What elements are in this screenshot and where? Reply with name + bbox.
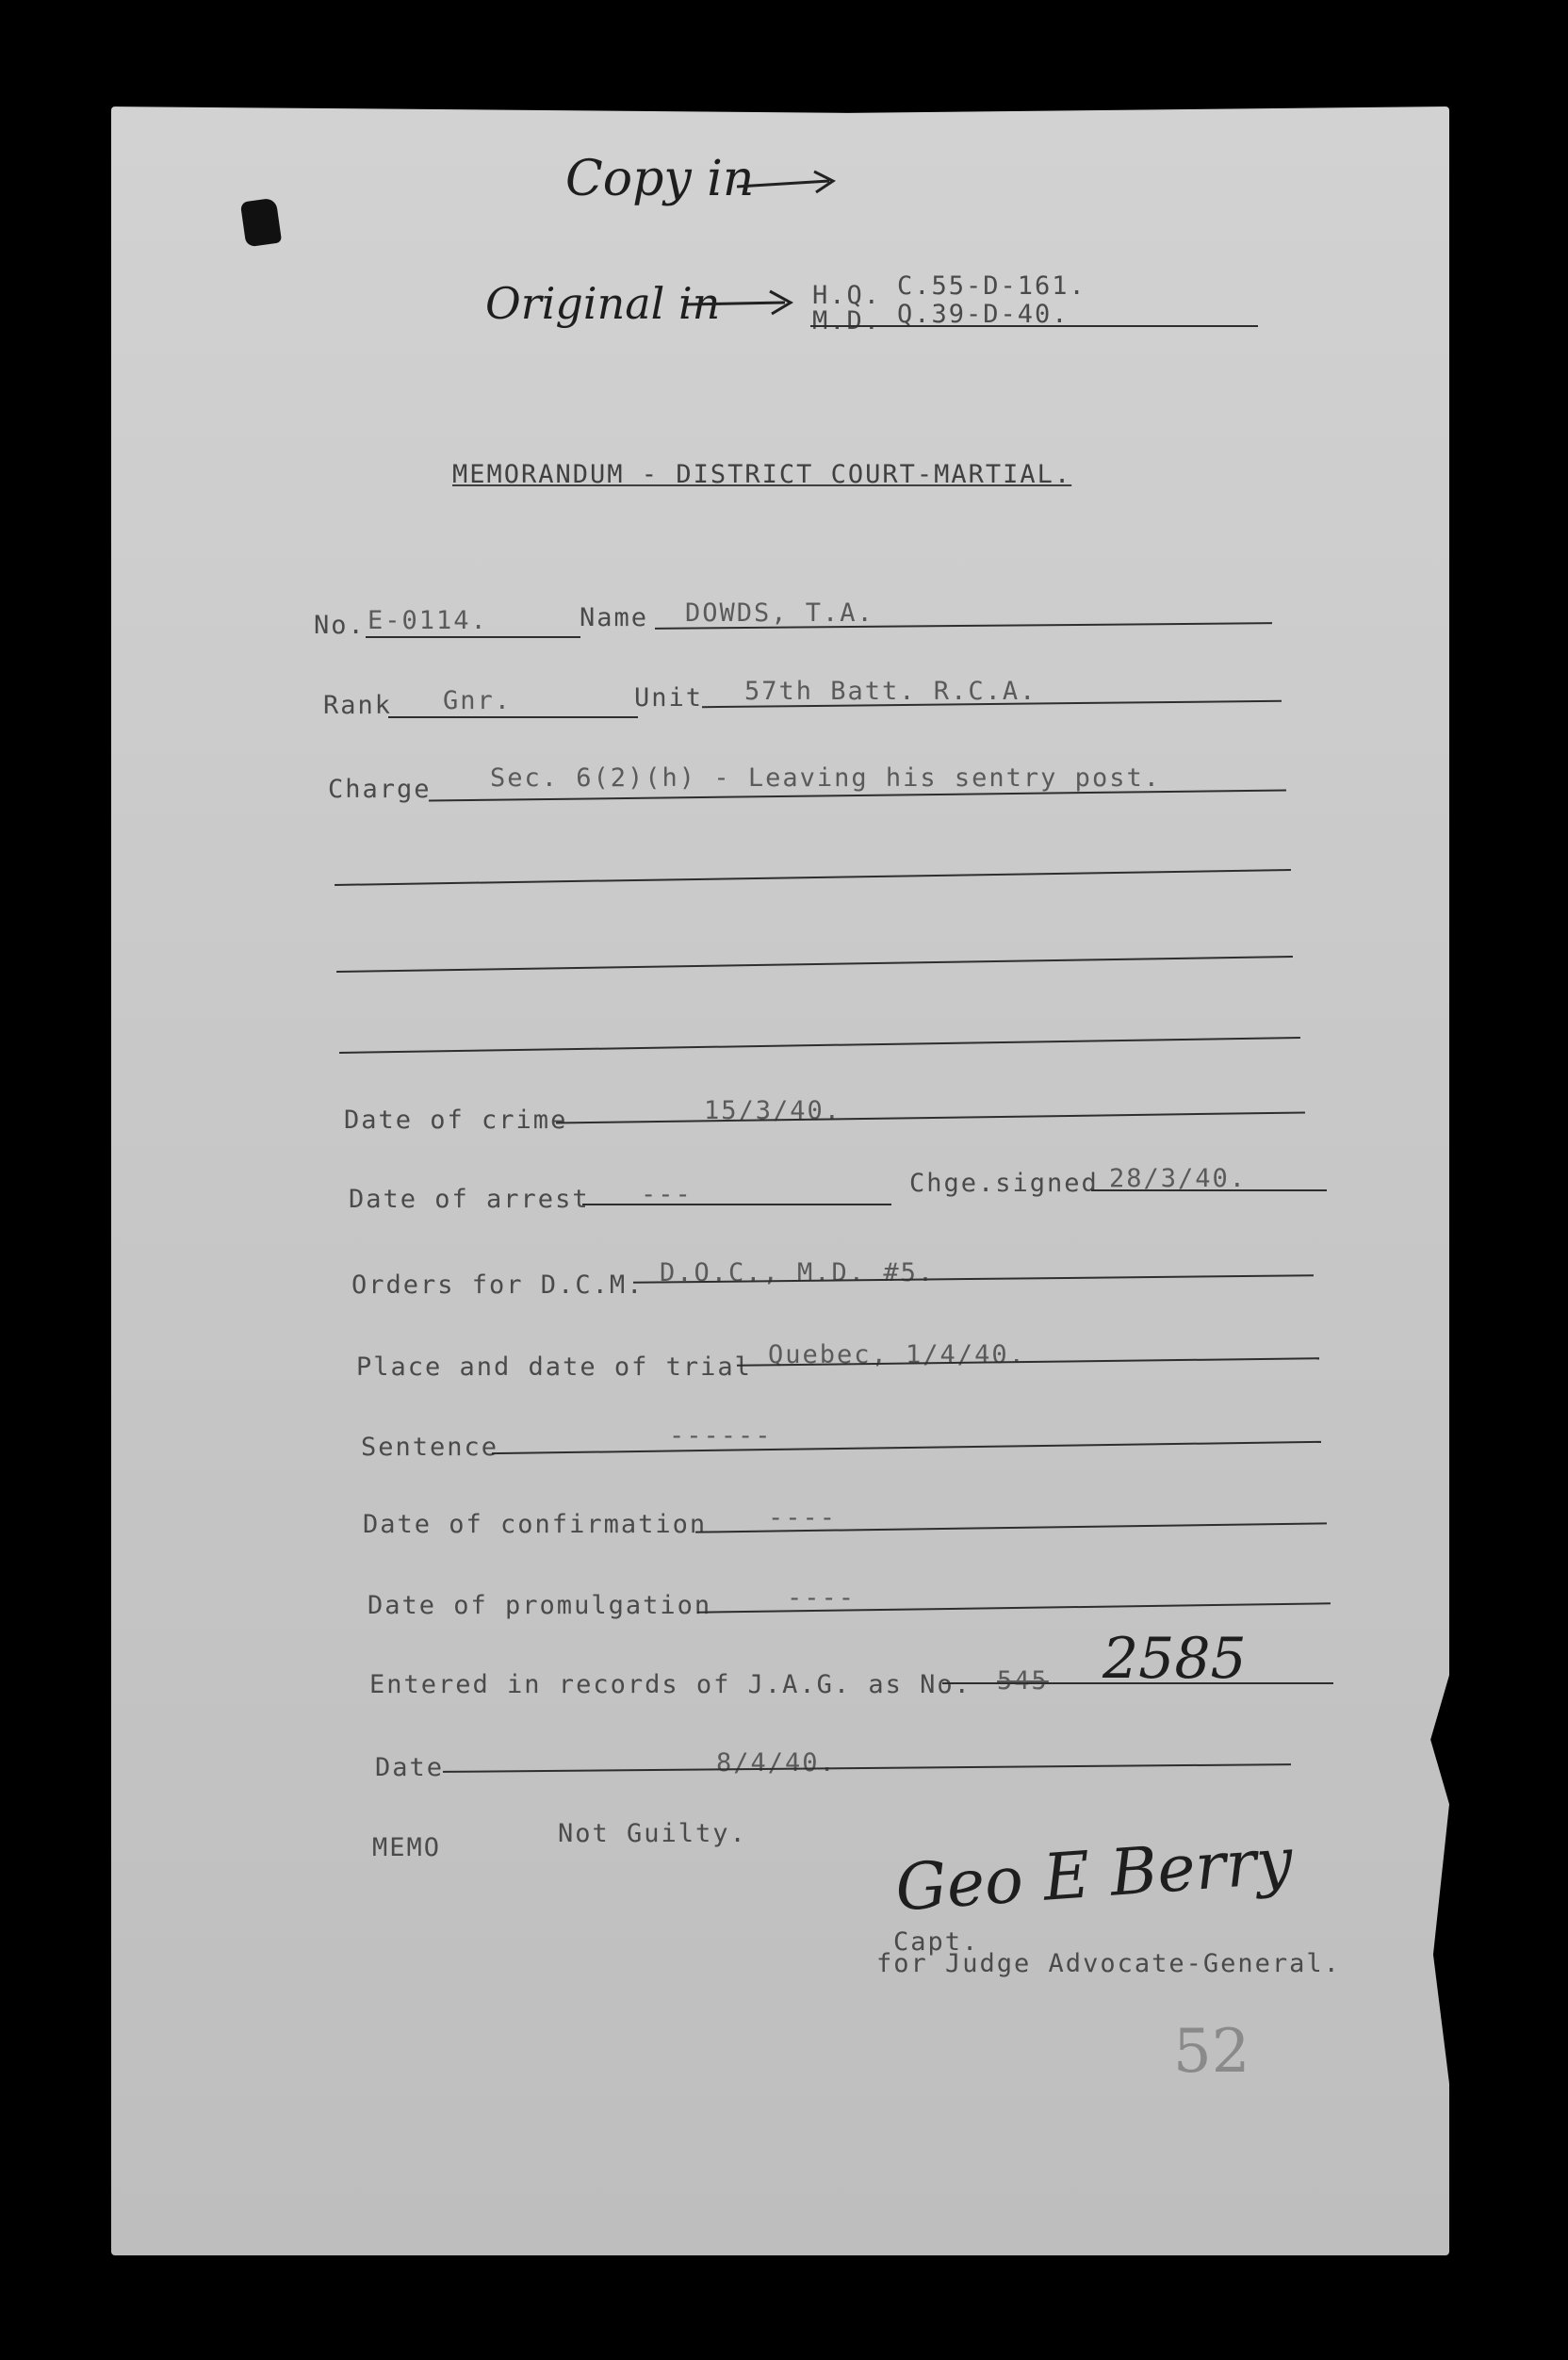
ref-md-label: M.D. [812,306,882,336]
rank-underline [388,716,638,718]
place-value: Quebec, 1/4/40. [768,1340,1026,1369]
unit-label: Unit [634,683,704,713]
place-label: Place and date of trial [356,1352,752,1382]
no-label: No. [314,611,366,640]
page-number: 52 [1173,2017,1250,2087]
memo-label: MEMO [372,1833,442,1862]
entered-value: 2585 [1102,1626,1247,1692]
copy-in-note: Copy in [565,151,755,207]
date-arrest-value: --- [641,1180,693,1209]
date-arrest-label: Date of arrest [349,1185,590,1214]
handwritten-signature: Geo E Berry [892,1824,1296,1926]
date-crime-label: Date of crime [344,1106,568,1135]
date-arrest-underline [582,1204,891,1205]
ref-hq-value: C.55-D-161. [897,271,1086,301]
document-title: MEMORANDUM - DISTRICT COURT-MARTIAL. [452,460,1072,489]
rank-value: Gnr. [443,686,513,715]
sentence-label: Sentence [361,1433,499,1462]
ref-underline [810,325,1258,327]
charge-label: Charge [328,775,432,804]
chge-signed-label: Chge.signed [909,1169,1099,1198]
arrow-right-icon [735,170,839,198]
no-underline [366,636,580,638]
chge-signed-value: 28/3/40. [1109,1164,1248,1193]
promulgation-value: ---- [787,1583,857,1613]
orders-label: Orders for D.C.M. [351,1270,645,1300]
original-in-note: Original in [485,278,721,329]
entered-underline [942,1682,1333,1684]
date-value: 8/4/40. [716,1748,837,1778]
confirmation-label: Date of confirmation [363,1510,708,1539]
ref-md-value: Q.39-D-40. [897,300,1070,329]
confirmation-value: ---- [768,1503,838,1532]
orders-value: D.O.C., M.D. #5. [660,1258,936,1287]
unit-value: 57th Batt. R.C.A. [744,677,1037,706]
name-value: DOWDS, T.A. [685,598,874,628]
memo-value: Not Guilty. [558,1819,747,1848]
promulgation-label: Date of promulgation [368,1591,712,1620]
date-crime-value: 15/3/40. [704,1096,842,1125]
date-label: Date [375,1753,445,1782]
arrow-right-icon [683,287,796,316]
charge-value: Sec. 6(2)(h) - Leaving his sentry post. [490,763,1161,793]
ref-hq-label: H.Q. [812,281,882,310]
name-label: Name [580,603,649,632]
signature-rank: Capt. [893,1927,980,1957]
signature-for-line: for Judge Advocate-General. [876,1949,1341,1978]
entered-label: Entered in records of J.A.G. as No. [369,1670,972,1699]
chge-signed-underline [1091,1189,1327,1191]
entered-struck-value: 545 [997,1666,1049,1696]
binder-hole-mark [240,198,282,248]
memo-paper [111,107,1449,2255]
sentence-value: ------ [669,1421,773,1450]
rank-label: Rank [323,691,393,720]
no-value: E-0114. [368,606,488,635]
